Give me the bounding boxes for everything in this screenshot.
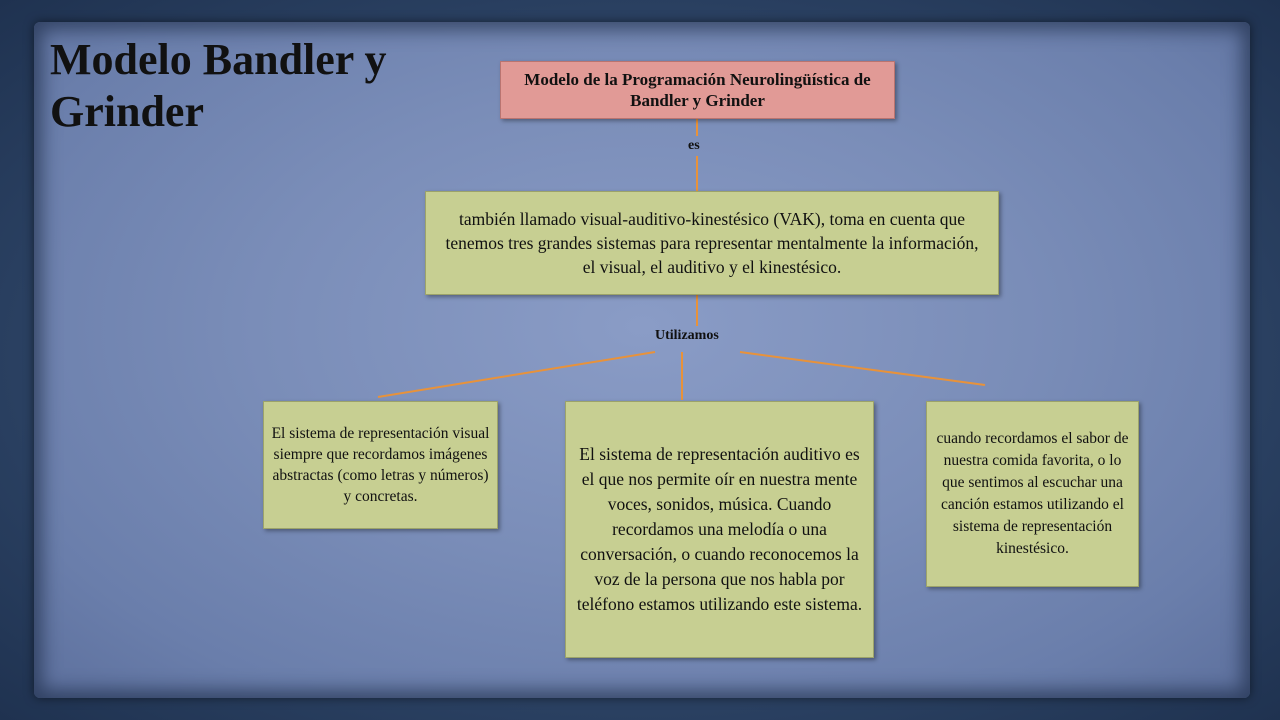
node-definition-text: también llamado visual-auditivo-kinestésico (VAK), toma en cuenta que tenemos tres grandes sistemas para representar mentalmente la información, el visual, el auditivo y el kinestésico.	[445, 209, 979, 277]
connector-utilizamos-kinestesico	[740, 352, 985, 385]
node-kinestesico	[926, 401, 1139, 587]
node-root	[500, 61, 895, 119]
connector-utilizamos-visual	[378, 352, 655, 397]
node-root-text: Modelo de la Programación Neurolingüística de Bandler y Grinder	[524, 70, 871, 110]
node-visual	[263, 401, 498, 529]
link-label-utilizamos: Utilizamos	[655, 328, 719, 343]
node-auditivo-text: El sistema de representación auditivo es el que nos permite oír en nuestra mente voces, sonidos, música. Cuando recordamos una melodía o una conversación, o cuando reconocemos la voz de la persona que nos habla por teléfono estamos utilizando este sistema.	[576, 444, 863, 614]
slide-title: Modelo Bandler y Grinder	[50, 35, 387, 136]
node-auditivo	[565, 401, 874, 658]
node-kinestesico-text: cuando recordamos el sabor de nuestra comida favorita, o lo que sentimos al escuchar una canción estamos utilizando el sistema de representación kinestésico.	[936, 430, 1129, 557]
node-definition	[425, 191, 999, 295]
node-visual-text: El sistema de representación visual siempre que recordamos imágenes abstractas (como letras y números) y concretas.	[271, 425, 490, 505]
link-label-es: es	[688, 138, 700, 153]
